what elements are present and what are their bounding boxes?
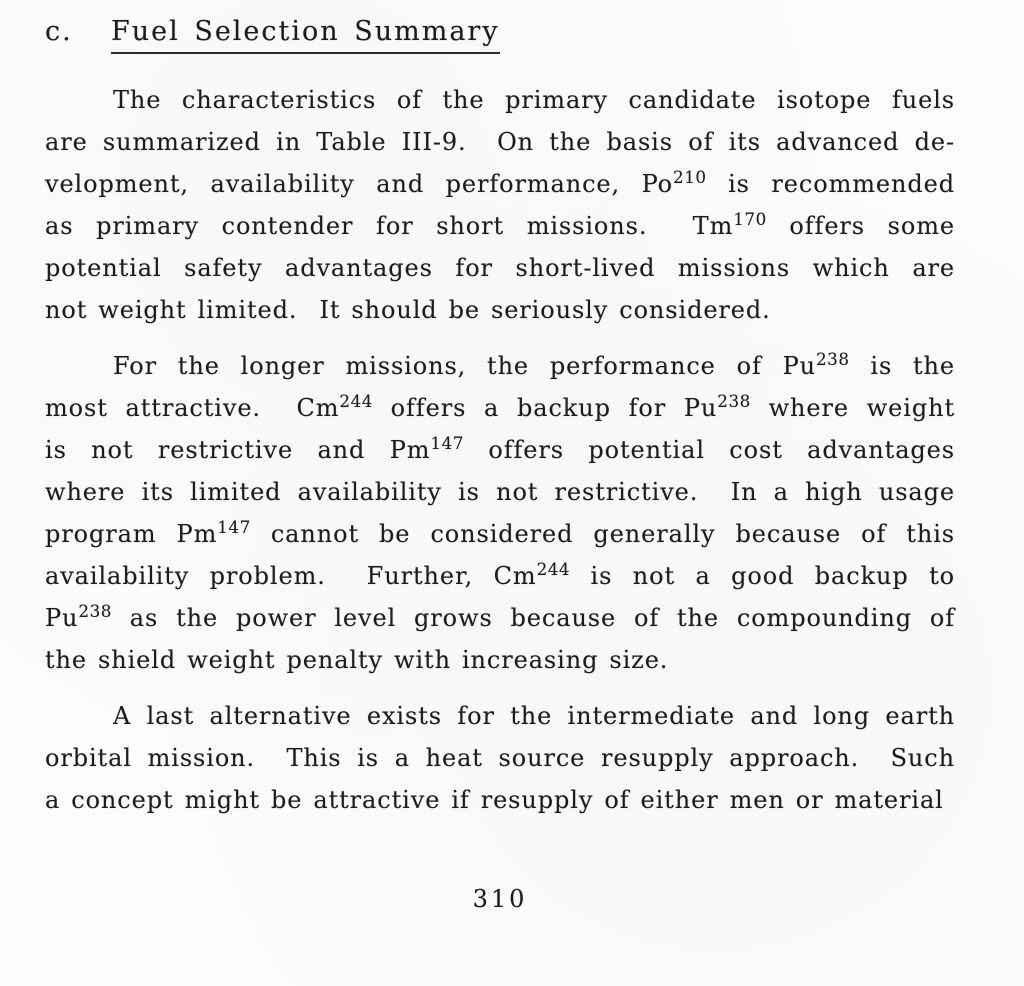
paragraph <box>45 79 955 331</box>
text-segment: as the power level grows because of the compounding of <box>111 604 955 632</box>
text-segment: as primary contender for short missions. Tm <box>45 212 734 240</box>
text-segment: availability problem. Further, Cm <box>45 562 537 590</box>
paragraph <box>45 695 955 821</box>
page-number: 310 <box>472 885 528 913</box>
text-line <box>45 471 955 513</box>
isotope-mass-superscript: 244 <box>536 558 571 579</box>
text-segment: is recommended <box>706 170 956 198</box>
paragraphs-container <box>45 79 955 821</box>
section-title: Fuel Selection Summary <box>111 16 500 54</box>
text-segment: where weight <box>750 394 955 422</box>
isotope-mass-superscript: 238 <box>78 600 112 621</box>
isotope-mass-superscript: 170 <box>733 208 767 229</box>
text-column <box>45 16 955 913</box>
section-letter: c. <box>45 16 73 47</box>
text-line <box>45 695 955 737</box>
text-segment: not weight limited. It should be seriously considered. <box>45 296 771 324</box>
text-segment: is not a good backup to <box>570 562 955 590</box>
text-line <box>45 737 955 779</box>
isotope-mass-superscript: 238 <box>717 390 751 411</box>
text-segment: the shield weight penalty with increasing size. <box>45 646 669 674</box>
text-segment: offers potential cost advantages <box>463 436 955 464</box>
text-segment: Pu <box>45 604 79 632</box>
text-line <box>45 597 955 639</box>
text-segment: is not restrictive and Pm <box>45 436 431 464</box>
text-segment: where its limited availability is not restrictive. In a high usage <box>45 478 955 506</box>
text-line <box>45 387 955 429</box>
isotope-mass-superscript: 147 <box>430 432 464 453</box>
text-segment: a concept might be attractive if resupply of either men or material <box>45 786 944 814</box>
text-line <box>45 779 955 821</box>
text-line <box>45 345 955 387</box>
text-line <box>45 639 955 681</box>
text-segment: A last alternative exists for the intermediate and long earth <box>113 702 955 730</box>
text-segment: offers a backup for Pu <box>372 394 718 422</box>
section-heading <box>45 16 955 60</box>
text-segment: is the <box>849 352 956 380</box>
text-line <box>45 289 955 331</box>
text-segment: For the longer missions, the performance of Pu <box>113 352 816 380</box>
text-line <box>45 513 955 555</box>
isotope-mass-superscript: 147 <box>217 516 251 537</box>
isotope-mass-superscript: 238 <box>816 348 850 369</box>
text-segment: The characteristics of the primary candidate isotope fuels <box>113 86 955 114</box>
text-line <box>45 79 955 121</box>
text-segment: program Pm <box>45 520 218 548</box>
text-segment: are summarized in Table III-9. On the basis of its advanced de- <box>45 128 955 156</box>
paragraph <box>45 345 955 681</box>
isotope-mass-superscript: 244 <box>339 390 373 411</box>
text-line <box>45 205 955 247</box>
text-segment: velopment, availability and performance, Po <box>45 170 674 198</box>
text-segment: most attractive. Cm <box>45 394 340 422</box>
isotope-mass-superscript: 210 <box>673 166 707 187</box>
text-line <box>45 247 955 289</box>
text-line <box>45 429 955 471</box>
text-segment: potential safety advantages for short-lived missions which are <box>45 254 955 282</box>
text-segment: orbital mission. This is a heat source resupply approach. Such <box>45 744 955 772</box>
text-line <box>45 163 955 205</box>
text-line <box>45 121 955 163</box>
text-line <box>45 555 955 597</box>
text-segment: offers some <box>766 212 955 240</box>
text-segment: cannot be considered generally because of this <box>250 520 955 548</box>
